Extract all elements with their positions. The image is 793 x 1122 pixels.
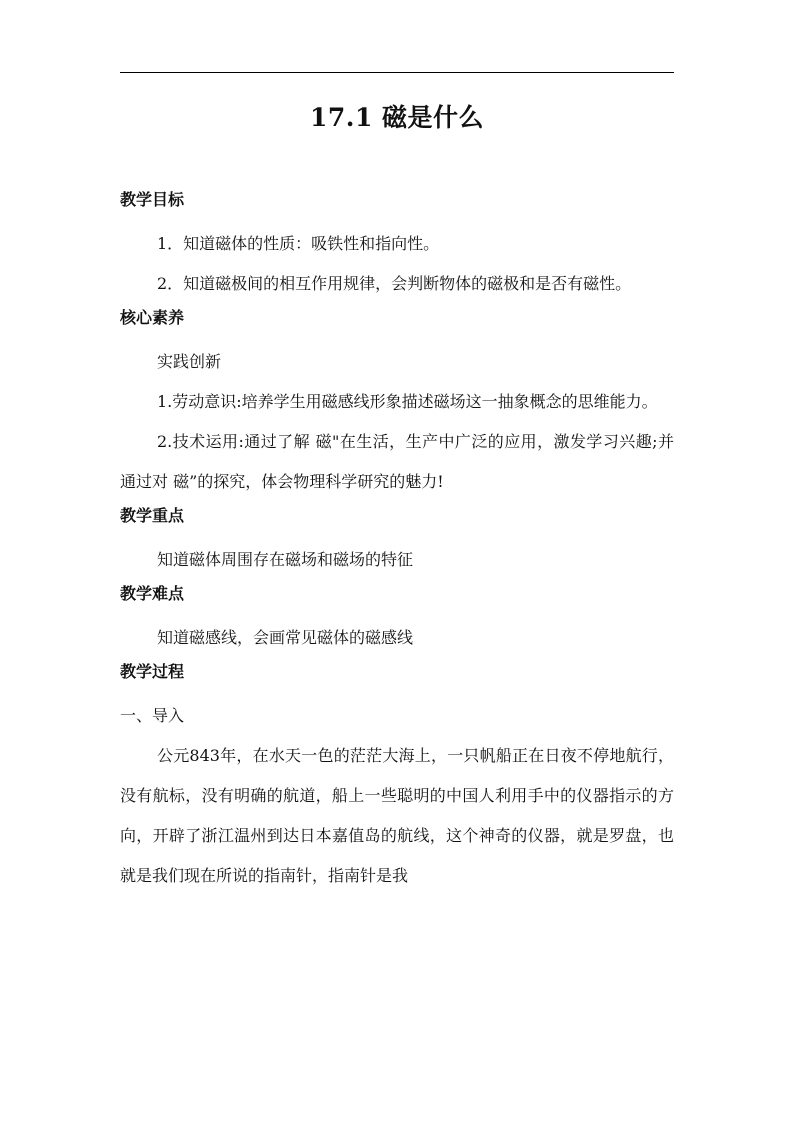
objective-item-2: 2．知道磁极间的相互作用规律，会判断物体的磁极和是否有磁性。 (157, 274, 632, 293)
document-body (120, 186, 674, 896)
section-heading-difficulties: 教学难点 (120, 584, 185, 603)
key-points-text: 知道磁体周围存在磁场和磁场的特征 (157, 550, 414, 569)
header-rule (120, 72, 674, 73)
objective-item-1: 1．知道磁体的性质：吸铁性和指向性。 (157, 234, 440, 253)
page-title: 17.1 磁是什么 (309, 103, 485, 132)
difficulties-text: 知道磁感线，会画常见磁体的磁感线 (157, 628, 414, 647)
core-item-2: 2.技术运用:通过了解 磁"在生活，生产中广泛的应用，激发学习兴趣;并通过对 磁”的探究，体会物理科学研究的魅力! (120, 432, 674, 491)
section-heading-objectives: 教学目标 (120, 190, 185, 209)
core-item-1: 1.劳动意识:培养学生用磁感线形象描述磁场这一抽象概念的思维能力。 (157, 392, 658, 411)
section-heading-core: 核心素养 (120, 308, 185, 327)
section-heading-process: 教学过程 (120, 662, 185, 681)
process-text: 公元843年，在水天一色的茫茫大海上，一只帆船正在日夜不停地航行，没有航标，没有明确的航道，船上一些聪明的中国人利用手中的仪器指示的方向，开辟了浙江温州到达日本嘉值岛的航线，这个神奇的仪器，就是罗盘，也就是我们现在所说的指南针，指南针是我 (120, 746, 674, 885)
process-subheading: 一、导入 (120, 706, 185, 725)
core-intro: 实践创新 (157, 352, 222, 371)
section-heading-key-points: 教学重点 (120, 506, 185, 525)
